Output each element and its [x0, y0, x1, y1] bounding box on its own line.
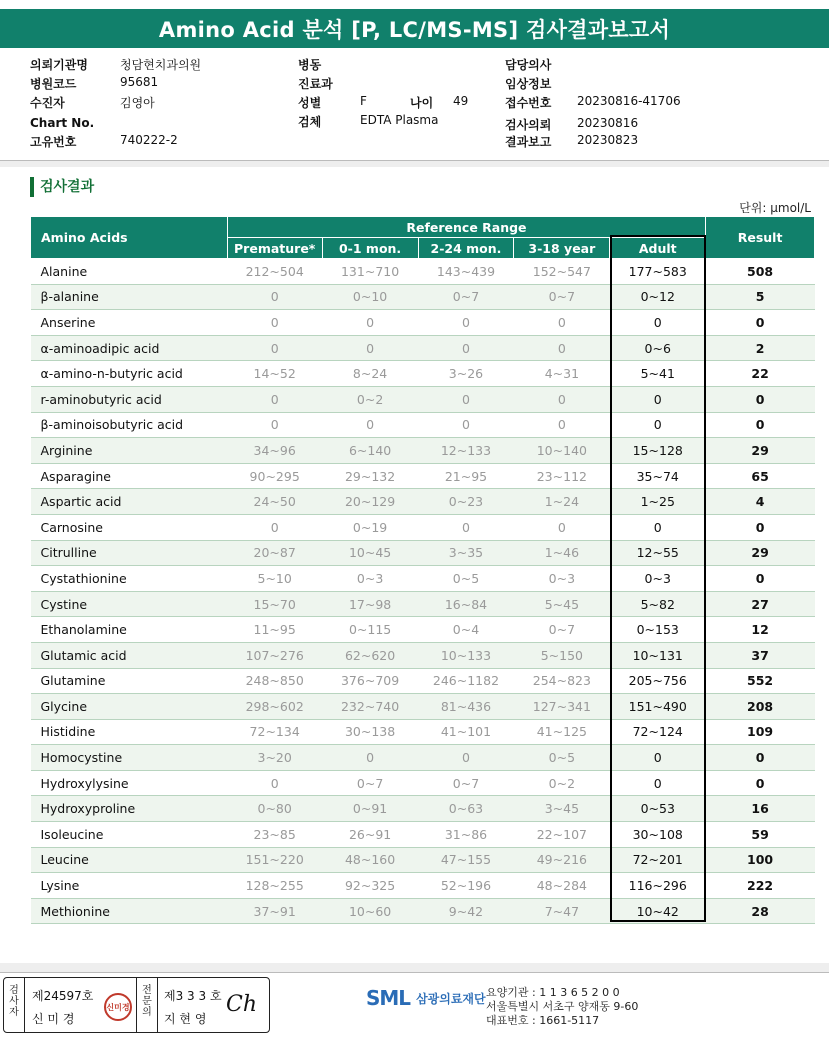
row-adult: 151~490: [610, 694, 706, 720]
row-3-18-year: 10~140: [514, 438, 610, 464]
row-result: 0: [706, 310, 815, 336]
value-institution: 청담현치과의원: [120, 58, 202, 72]
specialist-label: 전문의: [142, 985, 152, 1018]
row-result: 2: [706, 335, 815, 361]
row-3-18-year: 41~125: [514, 719, 610, 745]
row-adult: 116~296: [610, 873, 706, 899]
table-row: [31, 719, 815, 745]
row-2-24-mon: 10~133: [418, 642, 514, 668]
row-result: 0: [706, 745, 815, 771]
table-row: [31, 489, 815, 515]
row-3-18-year: 0: [514, 386, 610, 412]
row-premature: 23~85: [227, 822, 322, 848]
row-0-1-mon: 0~10: [322, 284, 418, 310]
row-0-1-mon: 0~115: [322, 617, 418, 643]
row-0-1-mon: 30~138: [322, 719, 418, 745]
row-0-1-mon: 48~160: [322, 847, 418, 873]
logo-mark: SML: [366, 986, 411, 1010]
row-premature: 248~850: [227, 668, 322, 694]
row-name: Methionine: [31, 898, 228, 924]
row-result: 0: [706, 770, 815, 796]
row-name: Ethanolamine: [31, 617, 228, 643]
row-0-1-mon: 0: [322, 745, 418, 771]
label-specimen: 검체: [298, 115, 322, 129]
row-0-1-mon: 10~60: [322, 898, 418, 924]
row-adult: 177~583: [610, 259, 706, 285]
signature-box: [3, 977, 270, 1033]
label-ward: 병동: [298, 58, 322, 72]
table-row: [31, 617, 815, 643]
row-result: 22: [706, 361, 815, 387]
row-name: Homocystine: [31, 745, 228, 771]
row-result: 100: [706, 847, 815, 873]
lab-street: 서울특별시 서초구 양재동 9-60: [486, 1000, 639, 1013]
row-premature: 34~96: [227, 438, 322, 464]
row-adult: 30~108: [610, 822, 706, 848]
row-premature: 20~87: [227, 540, 322, 566]
row-premature: 0~80: [227, 796, 322, 822]
row-result: 29: [706, 540, 815, 566]
header-result: Result: [706, 217, 815, 259]
row-0-1-mon: 0: [322, 335, 418, 361]
table-row: [31, 873, 815, 899]
table-row: [31, 514, 815, 540]
row-adult: 205~756: [610, 668, 706, 694]
label-unique-no: 고유번호: [30, 135, 77, 149]
row-2-24-mon: 16~84: [418, 591, 514, 617]
row-3-18-year: 152~547: [514, 259, 610, 285]
row-result: 65: [706, 463, 815, 489]
row-premature: 37~91: [227, 898, 322, 924]
table-row: [31, 540, 815, 566]
table-row: [31, 412, 815, 438]
table-row: [31, 796, 815, 822]
header-amino-acids: Amino Acids: [31, 217, 228, 259]
row-result: 27: [706, 591, 815, 617]
label-sex: 성별: [298, 96, 322, 110]
row-2-24-mon: 143~439: [418, 259, 514, 285]
signature-separator: [24, 978, 25, 1032]
sml-logo: [366, 986, 486, 1010]
row-name: Glycine: [31, 694, 228, 720]
row-result: 508: [706, 259, 815, 285]
value-age: 49: [453, 94, 469, 108]
row-0-1-mon: 232~740: [322, 694, 418, 720]
row-adult: 0: [610, 386, 706, 412]
row-result: 28: [706, 898, 815, 924]
row-adult: 15~128: [610, 438, 706, 464]
row-result: 5: [706, 284, 815, 310]
row-0-1-mon: 0~7: [322, 770, 418, 796]
row-0-1-mon: 0~19: [322, 514, 418, 540]
table-row: [31, 438, 815, 464]
row-premature: 11~95: [227, 617, 322, 643]
row-name: Asparagine: [31, 463, 228, 489]
row-3-18-year: 48~284: [514, 873, 610, 899]
row-result: 59: [706, 822, 815, 848]
row-premature: 24~50: [227, 489, 322, 515]
table-row: [31, 463, 815, 489]
row-2-24-mon: 3~26: [418, 361, 514, 387]
label-receipt-no: 접수번호: [505, 96, 552, 110]
row-name: Hydroxylysine: [31, 770, 228, 796]
row-result: 4: [706, 489, 815, 515]
row-premature: 0: [227, 770, 322, 796]
row-result: 16: [706, 796, 815, 822]
signature-separator: [157, 978, 158, 1032]
examiner-seal: 신미경: [104, 993, 132, 1021]
value-hospital-code: 95681: [120, 75, 159, 89]
row-premature: 90~295: [227, 463, 322, 489]
row-premature: 0: [227, 284, 322, 310]
row-3-18-year: 1~46: [514, 540, 610, 566]
row-name: Hydroxyproline: [31, 796, 228, 822]
row-0-1-mon: 8~24: [322, 361, 418, 387]
row-premature: 15~70: [227, 591, 322, 617]
row-3-18-year: 23~112: [514, 463, 610, 489]
row-3-18-year: 0: [514, 310, 610, 336]
row-adult: 5~82: [610, 591, 706, 617]
row-3-18-year: 0~7: [514, 617, 610, 643]
row-3-18-year: 0: [514, 412, 610, 438]
row-adult: 12~55: [610, 540, 706, 566]
row-2-24-mon: 47~155: [418, 847, 514, 873]
row-2-24-mon: 0~7: [418, 770, 514, 796]
table-row: [31, 284, 815, 310]
row-0-1-mon: 0: [322, 310, 418, 336]
row-name: β-aminoisobutyric acid: [31, 412, 228, 438]
label-hospital-code: 병원코드: [30, 77, 77, 91]
label-doctor: 담당의사: [505, 58, 552, 72]
row-premature: 0: [227, 514, 322, 540]
row-3-18-year: 0~3: [514, 566, 610, 592]
row-2-24-mon: 0~63: [418, 796, 514, 822]
row-name: Anserine: [31, 310, 228, 336]
row-3-18-year: 22~107: [514, 822, 610, 848]
row-2-24-mon: 21~95: [418, 463, 514, 489]
label-report-date: 결과보고: [505, 135, 552, 149]
row-adult: 0~153: [610, 617, 706, 643]
row-adult: 0: [610, 412, 706, 438]
row-3-18-year: 1~24: [514, 489, 610, 515]
row-result: 222: [706, 873, 815, 899]
row-premature: 0: [227, 412, 322, 438]
table-row: [31, 386, 815, 412]
signature-separator: [136, 978, 137, 1032]
table-row: [31, 335, 815, 361]
row-0-1-mon: 92~325: [322, 873, 418, 899]
table-row: [31, 847, 815, 873]
lab-address: [486, 986, 638, 1028]
label-clinical-info: 임상정보: [505, 77, 552, 91]
row-3-18-year: 5~150: [514, 642, 610, 668]
label-request-date: 검사의뢰: [505, 118, 552, 132]
specialist-signature: Ch: [226, 992, 258, 1017]
row-name: Aspartic acid: [31, 489, 228, 515]
row-0-1-mon: 10~45: [322, 540, 418, 566]
header-adult: Adult: [610, 238, 706, 259]
table-row: [31, 770, 815, 796]
row-result: 552: [706, 668, 815, 694]
table-row: [31, 310, 815, 336]
value-specimen: EDTA Plasma: [360, 113, 439, 127]
row-2-24-mon: 0: [418, 335, 514, 361]
row-2-24-mon: 246~1182: [418, 668, 514, 694]
row-result: 0: [706, 514, 815, 540]
row-0-1-mon: 17~98: [322, 591, 418, 617]
row-2-24-mon: 0~5: [418, 566, 514, 592]
table-row: [31, 822, 815, 848]
row-3-18-year: 4~31: [514, 361, 610, 387]
row-result: 29: [706, 438, 815, 464]
report-title: Amino Acid 분석 [P, LC/MS-MS] 검사결과보고서: [0, 9, 829, 48]
row-2-24-mon: 52~196: [418, 873, 514, 899]
row-name: Isoleucine: [31, 822, 228, 848]
row-0-1-mon: 26~91: [322, 822, 418, 848]
row-3-18-year: 0~2: [514, 770, 610, 796]
row-name: β-alanine: [31, 284, 228, 310]
row-premature: 14~52: [227, 361, 322, 387]
table-row: [31, 694, 815, 720]
row-2-24-mon: 3~35: [418, 540, 514, 566]
row-name: Arginine: [31, 438, 228, 464]
specialist-name: 지 현 영: [164, 1012, 207, 1026]
row-2-24-mon: 0~23: [418, 489, 514, 515]
row-0-1-mon: 0~3: [322, 566, 418, 592]
header-reference-range: Reference Range: [227, 217, 705, 238]
table-row: [31, 898, 815, 924]
row-premature: 107~276: [227, 642, 322, 668]
row-premature: 128~255: [227, 873, 322, 899]
row-3-18-year: 3~45: [514, 796, 610, 822]
row-premature: 0: [227, 310, 322, 336]
row-result: 12: [706, 617, 815, 643]
section-title: 검사결과: [30, 177, 94, 197]
table-row: [31, 745, 815, 771]
row-adult: 72~124: [610, 719, 706, 745]
row-0-1-mon: 0~2: [322, 386, 418, 412]
row-3-18-year: 0~5: [514, 745, 610, 771]
row-0-1-mon: 376~709: [322, 668, 418, 694]
label-department: 진료과: [298, 77, 333, 91]
row-name: Leucine: [31, 847, 228, 873]
value-patient: 김영아: [120, 96, 155, 110]
row-adult: 0: [610, 310, 706, 336]
examiner-name: 신 미 경: [32, 1012, 75, 1026]
label-institution: 의뢰기관명: [30, 58, 88, 72]
row-2-24-mon: 0~4: [418, 617, 514, 643]
row-adult: 0~12: [610, 284, 706, 310]
value-report-date: 20230823: [577, 133, 639, 147]
row-2-24-mon: 0: [418, 514, 514, 540]
row-premature: 72~134: [227, 719, 322, 745]
row-0-1-mon: 20~129: [322, 489, 418, 515]
row-name: r-aminobutyric acid: [31, 386, 228, 412]
row-adult: 35~74: [610, 463, 706, 489]
row-2-24-mon: 0~7: [418, 284, 514, 310]
header-3-18-year: 3-18 year: [514, 238, 610, 259]
row-result: 0: [706, 412, 815, 438]
row-result: 37: [706, 642, 815, 668]
footer: [0, 972, 829, 1041]
label-age: 나이: [410, 96, 434, 110]
row-name: Glutamic acid: [31, 642, 228, 668]
specialist-license-no: 제3 3 3 호: [164, 989, 222, 1003]
footer-band: [0, 963, 829, 972]
row-2-24-mon: 31~86: [418, 822, 514, 848]
row-name: Citrulline: [31, 540, 228, 566]
row-3-18-year: 0: [514, 514, 610, 540]
row-2-24-mon: 0: [418, 412, 514, 438]
row-3-18-year: 49~216: [514, 847, 610, 873]
table-row: [31, 668, 815, 694]
label-patient: 수진자: [30, 96, 65, 110]
row-result: 208: [706, 694, 815, 720]
header-premature: Premature*: [227, 238, 322, 259]
row-0-1-mon: 6~140: [322, 438, 418, 464]
label-chart-no: Chart No.: [30, 116, 95, 130]
row-premature: 0: [227, 335, 322, 361]
value-unique-no: 740222-2: [120, 133, 178, 147]
row-result: 0: [706, 566, 815, 592]
row-premature: 212~504: [227, 259, 322, 285]
header-0-1-mon: 0-1 mon.: [322, 238, 418, 259]
logo-org-name: 삼광의료재단: [416, 991, 486, 1006]
table-row: [31, 361, 815, 387]
row-adult: 0: [610, 745, 706, 771]
amino-acid-table: [30, 216, 815, 924]
divider-band: [0, 161, 829, 167]
row-0-1-mon: 0~91: [322, 796, 418, 822]
row-name: Alanine: [31, 259, 228, 285]
row-0-1-mon: 29~132: [322, 463, 418, 489]
row-2-24-mon: 0: [418, 386, 514, 412]
table-row: [31, 566, 815, 592]
row-name: Carnosine: [31, 514, 228, 540]
unit-label: 단위: μmol/L: [739, 201, 811, 215]
row-0-1-mon: 62~620: [322, 642, 418, 668]
value-request-date: 20230816: [577, 116, 639, 130]
row-adult: 72~201: [610, 847, 706, 873]
row-name: Cystine: [31, 591, 228, 617]
table-row: [31, 259, 815, 285]
row-2-24-mon: 9~42: [418, 898, 514, 924]
row-premature: 0: [227, 386, 322, 412]
row-adult: 0: [610, 514, 706, 540]
row-0-1-mon: 131~710: [322, 259, 418, 285]
row-adult: 10~42: [610, 898, 706, 924]
row-adult: 0~6: [610, 335, 706, 361]
table-row: [31, 591, 815, 617]
header-2-24-mon: 2-24 mon.: [418, 238, 514, 259]
row-name: α-amino-n-butyric acid: [31, 361, 228, 387]
row-2-24-mon: 0: [418, 310, 514, 336]
lab-phone: 대표번호 : 1661-5117: [486, 1014, 600, 1027]
table-row: [31, 642, 815, 668]
row-result: 109: [706, 719, 815, 745]
row-premature: 151~220: [227, 847, 322, 873]
row-adult: 0: [610, 770, 706, 796]
row-3-18-year: 7~47: [514, 898, 610, 924]
row-name: Lysine: [31, 873, 228, 899]
row-3-18-year: 0~7: [514, 284, 610, 310]
row-3-18-year: 5~45: [514, 591, 610, 617]
row-result: 0: [706, 386, 815, 412]
row-adult: 5~41: [610, 361, 706, 387]
row-adult: 0~3: [610, 566, 706, 592]
row-3-18-year: 254~823: [514, 668, 610, 694]
row-3-18-year: 127~341: [514, 694, 610, 720]
row-2-24-mon: 12~133: [418, 438, 514, 464]
row-adult: 1~25: [610, 489, 706, 515]
lab-code: 요양기관 : 1 1 3 6 5 2 0 0: [486, 986, 620, 999]
row-name: Histidine: [31, 719, 228, 745]
patient-info: [30, 56, 810, 156]
examiner-label: 검사자: [9, 985, 19, 1018]
row-name: Cystathionine: [31, 566, 228, 592]
row-adult: 0~53: [610, 796, 706, 822]
row-premature: 5~10: [227, 566, 322, 592]
row-2-24-mon: 41~101: [418, 719, 514, 745]
row-adult: 10~131: [610, 642, 706, 668]
row-premature: 298~602: [227, 694, 322, 720]
row-premature: 3~20: [227, 745, 322, 771]
row-0-1-mon: 0: [322, 412, 418, 438]
value-receipt-no: 20230816-41706: [577, 94, 681, 108]
row-name: α-aminoadipic acid: [31, 335, 228, 361]
row-2-24-mon: 81~436: [418, 694, 514, 720]
row-2-24-mon: 0: [418, 745, 514, 771]
row-3-18-year: 0: [514, 335, 610, 361]
row-name: Glutamine: [31, 668, 228, 694]
value-sex: F: [360, 94, 367, 108]
examiner-license-no: 제24597호: [32, 989, 94, 1003]
